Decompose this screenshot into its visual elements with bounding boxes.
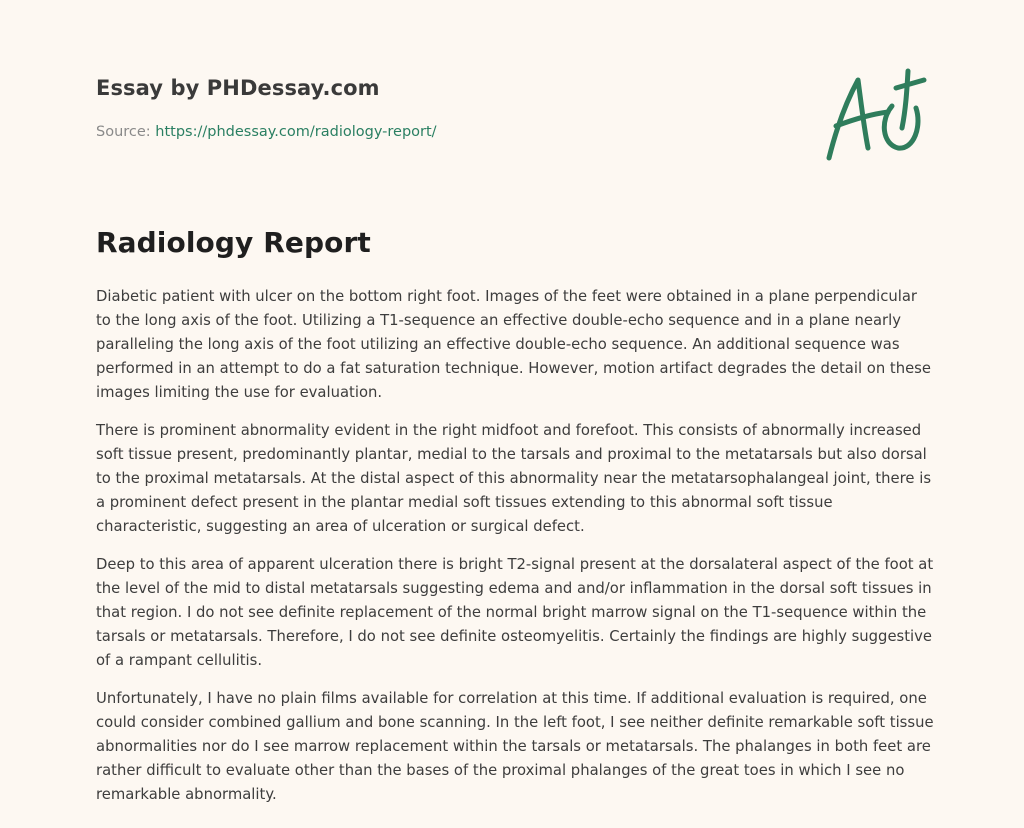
page-title: Radiology Report [96,226,371,259]
source-link[interactable]: https://phdessay.com/radiology-report/ [155,124,437,140]
article-body [96,285,936,821]
article-paragraph: Deep to this area of apparent ulceration there is bright T2-signal present at the dorsalateral aspect of the foot at the level of the mid to distal metatarsals suggesting edema and and/or inflammation in the dorsal soft tissues in that region. I do not see definite replacement of the normal bright marrow signal on the T1-sequence within the tarsals or metatarsals. Therefore, I do not see definite osteomyelitis. Certainly the findings are highly suggestive of a rampant cellulitis. [96,556,934,669]
article-paragraph: Diabetic patient with ulcer on the bottom right foot. Images of the feet were obtained in a plane perpendicular to the long axis of the foot. Utilizing a T1-sequence an effective double-echo sequence and in a plane nearly paralleling the long axis of the foot utilizing an effective double-echo sequence. An additional sequence was performed in an attempt to do a fat saturation technique. However, motion artifact degrades the detail on these images limiting the use for evaluation. [96,288,931,401]
a-plus-grade-icon [822,68,928,164]
site-brand: Essay by PHDessay.com [96,76,380,100]
article-paragraph: There is prominent abnormality evident in the right midfoot and forefoot. This consists of abnormally increased soft tissue present, predominantly plantar, medial to the tarsals and proximal to the metatarsals but also dorsal to the proximal metatarsals. At the distal aspect of this abnormality near the metatarsophalangeal joint, there is a prominent defect present in the plantar medial soft tissues extending to this abnormal soft tissue characteristic, suggesting an area of ulceration or surgical defect. [96,422,932,535]
article-paragraph: Unfortunately, I have no plain films available for correlation at this time. If additional evaluation is required, one could consider combined gallium and bone scanning. In the left foot, I see neither definite remarkable soft tissue abnormalities nor do I see marrow replacement within the tarsals or metatarsals. The phalanges in both feet are rather difficult to evaluate other than the bases of the proximal phalanges of the great toes in which I see no remarkable abnormality. [96,690,934,803]
source-line [96,124,437,140]
site-header [96,76,380,100]
source-label: Source: [96,124,151,140]
